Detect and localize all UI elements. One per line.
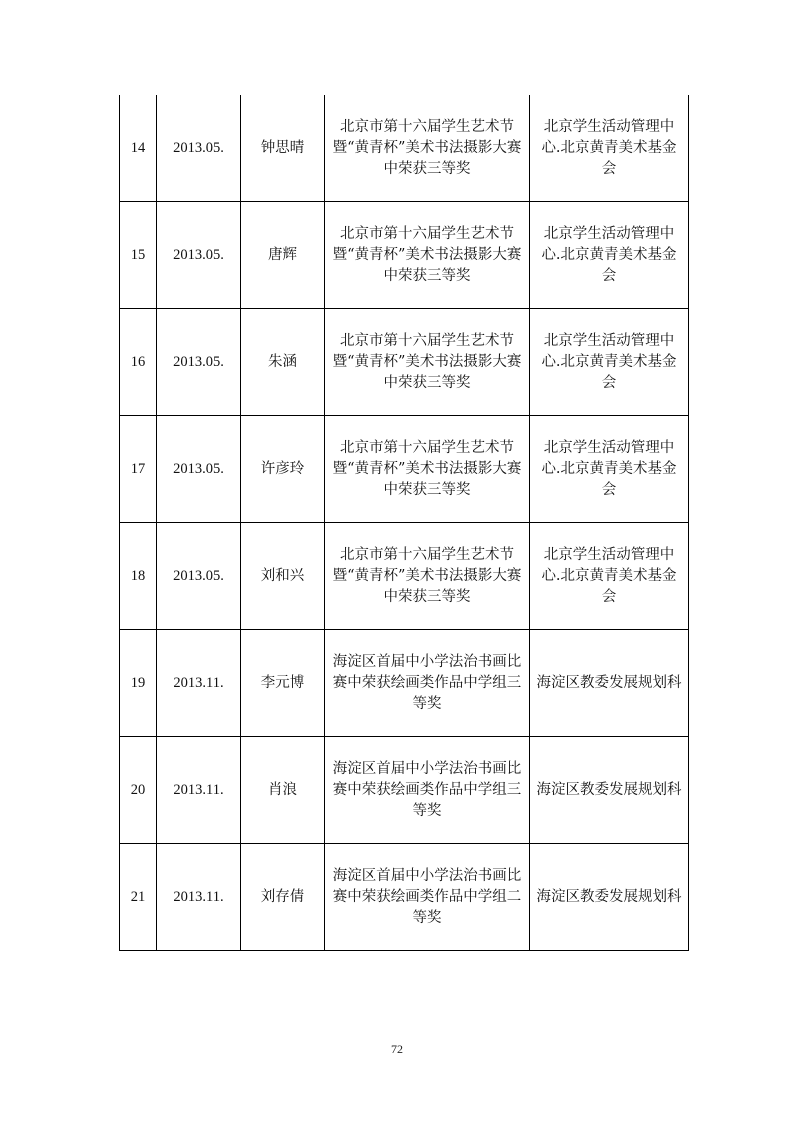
award-description: 海淀区首届中小学法治书画比赛中荣获绘画类作品中学组三等奖	[325, 630, 530, 737]
issuing-organization: 北京学生活动管理中心.北京黄青美术基金会	[530, 95, 689, 202]
table-row	[120, 416, 689, 523]
student-name: 朱涵	[241, 309, 325, 416]
row-number: 19	[120, 630, 157, 737]
award-date: 2013.05.	[157, 309, 241, 416]
issuing-organization: 海淀区教委发展规划科	[530, 737, 689, 844]
awards-table	[119, 95, 689, 951]
row-number: 14	[120, 95, 157, 202]
row-number: 21	[120, 844, 157, 951]
award-date: 2013.05.	[157, 202, 241, 309]
table-row	[120, 95, 689, 202]
award-date: 2013.05.	[157, 523, 241, 630]
award-description: 北京市第十六届学生艺术节暨“黄青杯”美术书法摄影大赛中荣获三等奖	[325, 416, 530, 523]
student-name: 李元博	[241, 630, 325, 737]
issuing-organization: 北京学生活动管理中心.北京黄青美术基金会	[530, 202, 689, 309]
table-row	[120, 202, 689, 309]
row-number: 20	[120, 737, 157, 844]
table-row	[120, 844, 689, 951]
student-name: 刘和兴	[241, 523, 325, 630]
award-date: 2013.11.	[157, 737, 241, 844]
issuing-organization: 海淀区教委发展规划科	[530, 844, 689, 951]
award-description: 海淀区首届中小学法治书画比赛中荣获绘画类作品中学组二等奖	[325, 844, 530, 951]
page-number: 72	[391, 1042, 403, 1056]
issuing-organization: 海淀区教委发展规划科	[530, 630, 689, 737]
student-name: 唐辉	[241, 202, 325, 309]
table-row	[120, 309, 689, 416]
award-date: 2013.11.	[157, 630, 241, 737]
row-number: 16	[120, 309, 157, 416]
award-description: 北京市第十六届学生艺术节暨“黄青杯”美术书法摄影大赛中荣获三等奖	[325, 309, 530, 416]
award-description: 北京市第十六届学生艺术节暨“黄青杯”美术书法摄影大赛中荣获三等奖	[325, 523, 530, 630]
issuing-organization: 北京学生活动管理中心.北京黄青美术基金会	[530, 309, 689, 416]
student-name: 刘存倩	[241, 844, 325, 951]
table-row	[120, 523, 689, 630]
student-name: 钟思晴	[241, 95, 325, 202]
table-row	[120, 630, 689, 737]
award-description: 海淀区首届中小学法治书画比赛中荣获绘画类作品中学组三等奖	[325, 737, 530, 844]
issuing-organization: 北京学生活动管理中心.北京黄青美术基金会	[530, 416, 689, 523]
row-number: 17	[120, 416, 157, 523]
award-date: 2013.11.	[157, 844, 241, 951]
award-description: 北京市第十六届学生艺术节暨“黄青杯”美术书法摄影大赛中荣获三等奖	[325, 95, 530, 202]
table-row	[120, 737, 689, 844]
award-date: 2013.05.	[157, 416, 241, 523]
award-date: 2013.05.	[157, 95, 241, 202]
student-name: 许彦玲	[241, 416, 325, 523]
row-number: 15	[120, 202, 157, 309]
student-name: 肖浪	[241, 737, 325, 844]
award-description: 北京市第十六届学生艺术节暨“黄青杯”美术书法摄影大赛中荣获三等奖	[325, 202, 530, 309]
row-number: 18	[120, 523, 157, 630]
issuing-organization: 北京学生活动管理中心.北京黄青美术基金会	[530, 523, 689, 630]
